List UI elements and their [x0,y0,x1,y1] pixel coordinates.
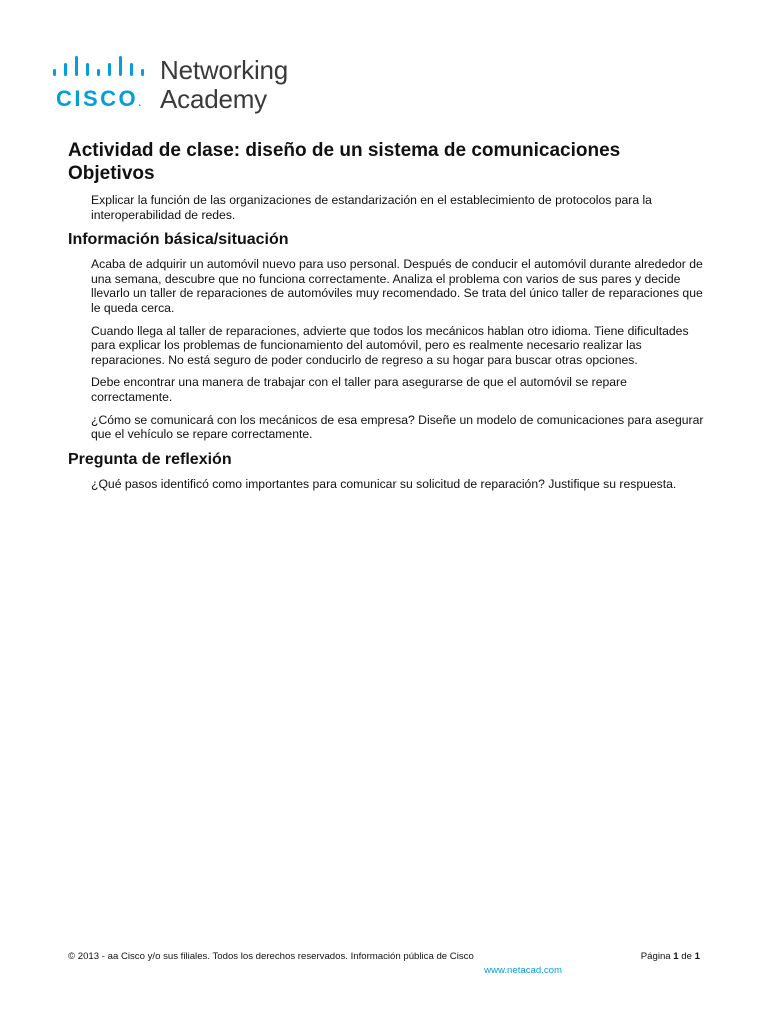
background-paragraph-1: Acaba de adquirir un automóvil nuevo para uso personal. Después de conducir el automóvil durante alrededor de una semana, descubre que no funciona correctamente. Analiza el problema con varios de sus pares y decide llevarlo un taller de reparaciones de automóviles muy recomendado. Se trata del único taller de reparaciones que le queda cerca. [91,257,703,315]
product-name-line2: Academy [160,84,267,114]
copyright-icon: © [68,951,76,962]
product-name-line1: Networking [160,55,289,85]
background-paragraph-3: Debe encontrar una manera de trabajar con el taller para asegurarse de que el automóvil se repare correctamente. [91,375,627,404]
cisco-wordmark: CISCO. [56,86,141,111]
footer-copyright: © 2013 - aa Cisco y/o sus filiales. Todos los derechos reservados. Información pública de Cisco [68,951,474,962]
background-paragraph-2: Cuando llega al taller de reparaciones, advierte que todos los mecánicos hablan otro idioma. Tiene dificultades para explicar los problemas de funcionamiento del automóvil, pero es realmente necesario realizar las reparaciones. No está seguro de poder conducirlo de regreso a su hogar para buscar otras opciones. [91,323,689,367]
document-body [68,139,708,491]
cisco-bars-icon [53,56,153,84]
cisco-networking-academy-logo [53,56,313,118]
reflection-heading: Pregunta de reflexión [68,450,232,468]
product-name [160,56,288,114]
background-paragraph-4: ¿Cómo se comunicará con los mecánicos de esa empresa? Diseñe un modelo de comunicaciones para asegurar que el vehículo se repare correctamente. [91,412,704,442]
footer-url-link[interactable]: www.netacad.com [484,965,562,976]
document-title: Actividad de clase: diseño de un sistema de comunicaciones [68,140,621,161]
reflection-text: ¿Qué pasos identificó como importantes para comunicar su solicitud de reparación? Justifique su respuesta. [91,476,677,491]
background-heading: Información básica/situación [68,231,289,249]
objectives-heading: Objetivos [68,163,155,184]
footer-page-number: Página 1 de 1 [640,951,700,962]
objectives-text: Explicar la función de las organizaciones de estandarización en el establecimiento de protocolos para la interoperabilidad de redes. [91,193,652,222]
